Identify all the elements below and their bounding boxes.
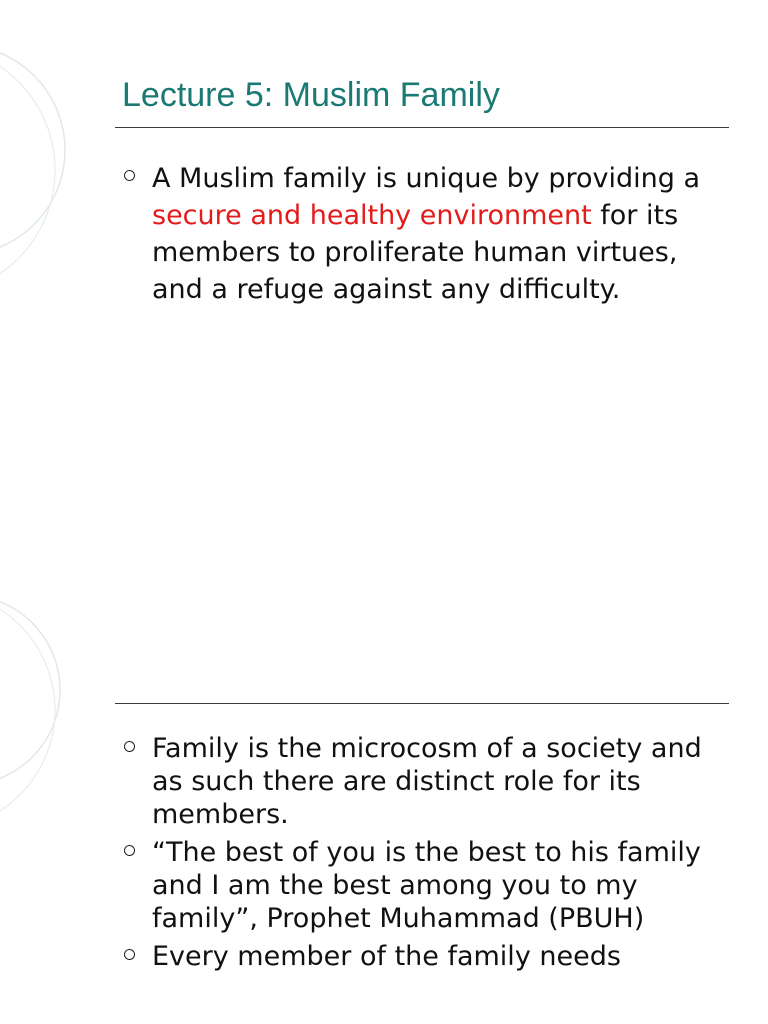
bullet-item <box>124 160 724 308</box>
title-divider <box>115 127 729 128</box>
bullet-item <box>124 836 724 935</box>
hollow-circle-bullet-icon <box>124 741 135 752</box>
bullet-highlight-text: secure and healthy environment <box>152 200 592 231</box>
slide1-bullet-list <box>124 160 724 308</box>
slide2-bullet-list <box>124 732 724 978</box>
bullet-item <box>124 732 724 831</box>
slide-divider <box>115 703 729 704</box>
bullet-text: Every member of the family needs <box>152 941 621 972</box>
bullet-text: Family is the microcosm of a society and as such there are distinct role for its members. <box>152 733 702 830</box>
hollow-circle-bullet-icon <box>124 170 135 181</box>
bullet-text-before: A Muslim family is unique by providing a <box>152 163 701 194</box>
hollow-circle-bullet-icon <box>124 845 135 856</box>
hollow-circle-bullet-icon <box>124 949 135 960</box>
bullet-text: “The best of you is the best to his family and I am the best among you to my family”, Prophet Muhammad (PBUH) <box>152 837 701 934</box>
bullet-item <box>124 940 724 973</box>
slide-title: Lecture 5: Muslim Family <box>122 76 500 114</box>
bullet-text-after: for its members to proliferate human virtues, and a refuge against any difficulty. <box>152 200 679 305</box>
